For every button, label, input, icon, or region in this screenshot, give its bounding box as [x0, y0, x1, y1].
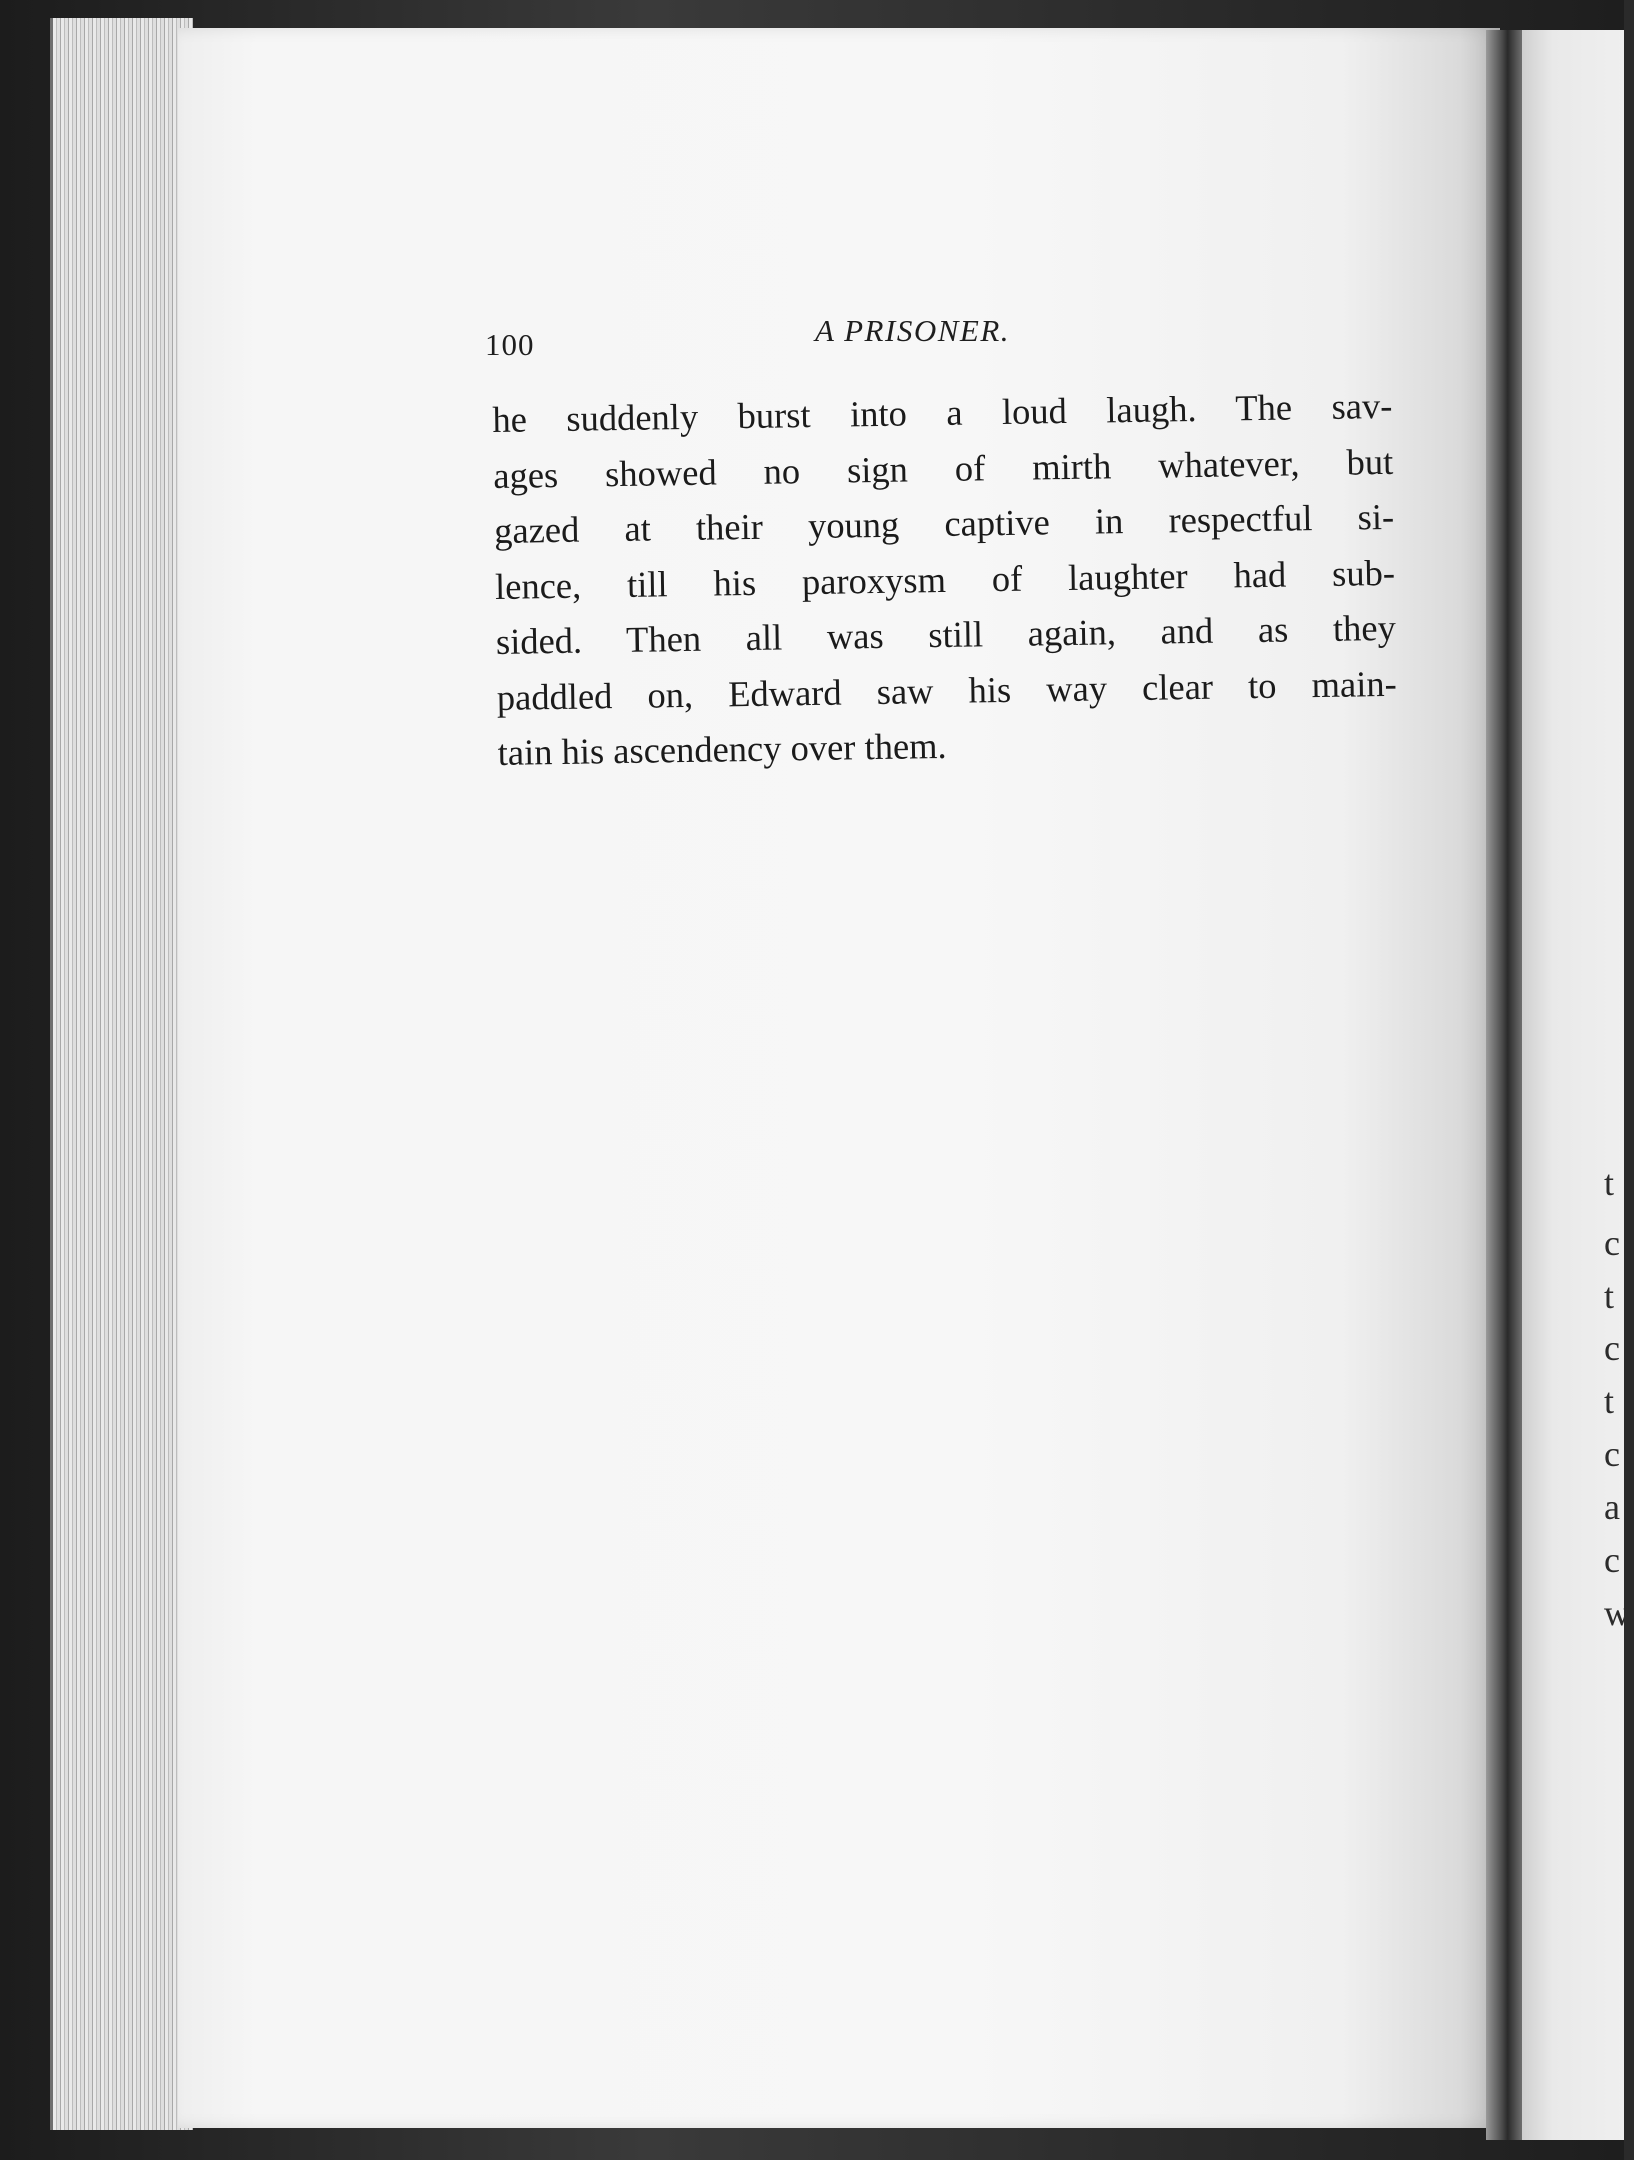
text-line: tain his ascendency over them.: [497, 724, 947, 773]
facing-page-letter: c: [1604, 1540, 1620, 1580]
facing-page-letter: t: [1604, 1381, 1615, 1421]
page-edges: [50, 18, 193, 2130]
text-line: he suddenly burst into a loud laugh. The sav-: [492, 384, 1393, 440]
text-line: gazed at their young captive in respectful si-: [493, 495, 1395, 551]
facing-page-letter: a: [1604, 1487, 1620, 1527]
text-line: lence, till his paroxysm of laughter had sub-: [494, 551, 1396, 607]
facing-page-letter: t: [1604, 1276, 1615, 1316]
text-line: ages showed no sign of mirth whatever, but: [492, 440, 1394, 496]
body-text: [492, 378, 1398, 781]
facing-page-letter: t: [1604, 1163, 1615, 1203]
text-line: paddled on, Edward saw his way clear to main-: [496, 662, 1398, 718]
facing-page-letter: w: [1604, 1593, 1630, 1633]
page-number: 100: [485, 327, 535, 362]
facing-page-letter: c: [1604, 1328, 1620, 1368]
running-title: A PRISONER.: [815, 313, 1011, 348]
book-gutter: [1486, 30, 1522, 2140]
facing-page-letter: c: [1604, 1434, 1620, 1474]
facing-page-letter: c: [1604, 1223, 1620, 1263]
facing-page: [1522, 30, 1624, 2140]
text-line: sided. Then all was still again, and as they: [495, 606, 1397, 662]
